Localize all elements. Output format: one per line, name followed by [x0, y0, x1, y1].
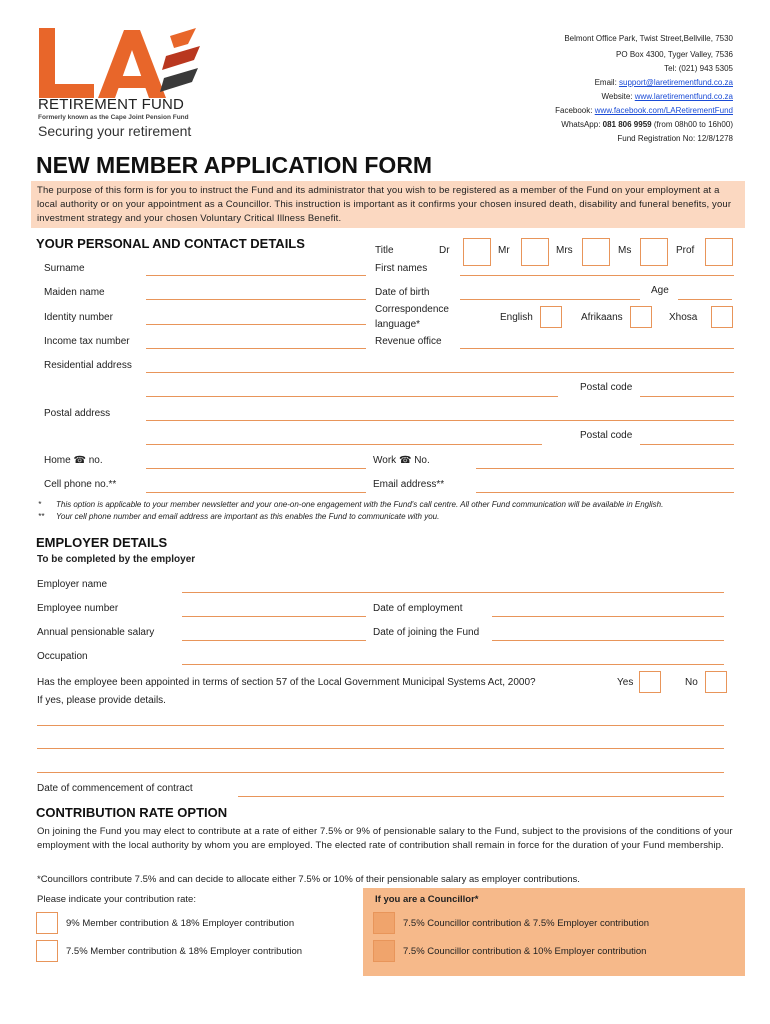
contact-email-label: Email:	[594, 78, 617, 87]
lang-english-checkbox[interactable]	[540, 306, 562, 328]
age-label: Age	[651, 285, 669, 296]
intro-panel	[31, 181, 745, 228]
lang-afrikaans-checkbox[interactable]	[630, 306, 652, 328]
income-tax-field[interactable]	[146, 348, 366, 349]
details-field-3[interactable]	[37, 772, 724, 773]
contact-email-row	[595, 78, 733, 87]
email-address-field[interactable]	[476, 492, 734, 493]
occupation-field[interactable]	[182, 664, 724, 665]
annual-salary-field[interactable]	[182, 640, 366, 641]
phone-icon: ☎	[398, 455, 412, 466]
form-title: NEW MEMBER APPLICATION FORM	[36, 152, 433, 178]
maiden-name-field[interactable]	[146, 299, 366, 300]
contact-facebook-link[interactable]: www.facebook.com/LARetirementFund	[594, 106, 733, 115]
contribution-heading: CONTRIBUTION RATE OPTION	[36, 805, 228, 820]
home-no-pre: Home	[44, 455, 71, 466]
employer-name-field[interactable]	[182, 592, 724, 593]
date-contract-field[interactable]	[238, 796, 724, 797]
title-dr-checkbox[interactable]	[463, 238, 491, 266]
note-1-mark: *	[38, 500, 42, 509]
member-option-1-checkbox[interactable]	[36, 912, 58, 934]
surname-field[interactable]	[146, 275, 366, 276]
email-address-label: Email address**	[373, 479, 445, 490]
member-option-1-label: 9% Member contribution & 18% Employer contribution	[66, 918, 295, 929]
annual-salary-label: Annual pensionable salary	[37, 627, 155, 638]
councillor-panel	[363, 888, 745, 976]
title-ms-label: Ms	[618, 245, 632, 256]
revenue-office-label: Revenue office	[375, 336, 442, 347]
lang-xhosa-label: Xhosa	[669, 312, 698, 323]
personal-heading: YOUR PERSONAL AND CONTACT DETAILS	[36, 236, 305, 251]
identity-number-field[interactable]	[146, 324, 366, 325]
title-mr-label: Mr	[498, 245, 510, 256]
home-no-post: no.	[88, 455, 103, 466]
date-employment-label: Date of employment	[373, 603, 463, 614]
contact-tel: Tel: (021) 943 5305	[664, 64, 733, 73]
contact-whatsapp-hours: (from 08h00 to 16h00)	[653, 120, 733, 129]
identity-number-label: Identity number	[44, 312, 113, 323]
maiden-name-label: Maiden name	[44, 287, 105, 298]
residential-postal-code-label: Postal code	[580, 382, 633, 393]
work-no-post: No.	[414, 455, 430, 466]
residential-address-field-2[interactable]	[146, 396, 558, 397]
if-yes-label: If yes, please provide details.	[37, 695, 166, 706]
employee-number-label: Employee number	[37, 603, 119, 614]
logo-formerly: Formerly known as the Cape Joint Pension Fund	[38, 114, 189, 121]
work-no-pre: Work	[373, 455, 397, 466]
contact-whatsapp-number: 081 806 9959	[602, 120, 652, 129]
title-label: Title	[375, 245, 394, 256]
dob-label: Date of birth	[375, 287, 430, 298]
section57-question: Has the employee been appointed in terms of section 57 of the Local Government Municipal Systems Act, 2000?	[37, 677, 536, 688]
contribution-indicate: Please indicate your contribution rate:	[37, 894, 196, 905]
date-contract-label: Date of commencement of contract	[37, 783, 193, 794]
occupation-label: Occupation	[37, 651, 88, 662]
employer-subheading: To be completed by the employer	[37, 554, 196, 565]
title-mr-checkbox[interactable]	[521, 238, 549, 266]
title-ms-checkbox[interactable]	[640, 238, 668, 266]
councillor-option-2-label: 7.5% Councillor contribution & 10% Employer contribution	[403, 946, 647, 957]
residential-address-field-1[interactable]	[146, 372, 734, 373]
cell-phone-field[interactable]	[146, 492, 366, 493]
date-joining-label: Date of joining the Fund	[373, 627, 480, 638]
lang-afrikaans-label: Afrikaans	[581, 312, 623, 323]
logo-tagline: Securing your retirement	[38, 123, 192, 139]
title-prof-checkbox[interactable]	[705, 238, 733, 266]
lang-xhosa-checkbox[interactable]	[711, 306, 733, 328]
councillor-option-1-checkbox[interactable]	[373, 912, 395, 934]
title-mrs-checkbox[interactable]	[582, 238, 610, 266]
language-label: Correspondence language*	[375, 304, 449, 330]
logo-mark-icon	[36, 26, 206, 102]
revenue-office-field[interactable]	[460, 348, 734, 349]
councillor-option-2-checkbox[interactable]	[373, 940, 395, 962]
residential-address-label: Residential address	[44, 360, 132, 371]
phone-icon: ☎	[73, 455, 86, 466]
employee-number-field[interactable]	[182, 616, 366, 617]
date-employment-field[interactable]	[492, 616, 724, 617]
first-names-label: First names	[375, 263, 428, 274]
postal-postal-code-label: Postal code	[580, 430, 633, 441]
member-option-2-checkbox[interactable]	[36, 940, 58, 962]
postal-address-field-2[interactable]	[146, 444, 542, 445]
employer-name-label: Employer name	[37, 579, 108, 590]
contact-website-link[interactable]: www.laretirementfund.co.za	[634, 92, 733, 101]
intro-text: The purpose of this form is for you to instruct the Fund and its administrator that you wish to be registered as a member of the Fund on your employment at a local authority or on your appointment as a Councillor. This instruction is important as it confirms your chosen insured death, disability and funeral benefits, your investment strategy and your chosen Voluntary Critical Illness Benefit.	[37, 185, 732, 224]
first-names-field[interactable]	[460, 275, 734, 276]
contact-registration: Fund Registration No: 12/8/1278	[617, 134, 733, 143]
councillor-option-1-label: 7.5% Councillor contribution & 7.5% Employer contribution	[403, 918, 650, 929]
title-prof-label: Prof	[676, 245, 695, 256]
postal-address-field-1[interactable]	[146, 420, 734, 421]
member-option-2-label: 7.5% Member contribution & 18% Employer contribution	[66, 946, 303, 957]
home-no-label	[44, 455, 103, 466]
age-field[interactable]	[678, 299, 732, 300]
contact-po-box: PO Box 4300, Tyger Valley, 7536	[616, 50, 733, 59]
contact-whatsapp-row	[561, 120, 733, 129]
income-tax-label: Income tax number	[44, 336, 130, 347]
employer-heading: EMPLOYER DETAILS	[36, 535, 168, 550]
contact-website-label: Website:	[601, 92, 633, 101]
postal-address-label: Postal address	[44, 408, 111, 419]
contribution-para2: *Councillors contribute 7.5% and can decide to allocate either 7.5% or 10% of their pensionable salary as employer contributions.	[37, 874, 580, 885]
contact-address: Belmont Office Park, Twist Street,Bellville, 7530	[564, 34, 733, 43]
lang-english-label: English	[500, 312, 533, 323]
title-dr-label: Dr	[439, 245, 450, 256]
dob-field[interactable]	[460, 299, 640, 300]
section57-no-checkbox[interactable]	[705, 671, 727, 693]
contact-website-row	[602, 92, 733, 101]
surname-label: Surname	[44, 263, 85, 274]
work-no-field[interactable]	[476, 468, 734, 469]
contribution-para1: On joining the Fund you may elect to contribute at a rate of either 7.5% or 9% of pensionable salary to the Fund, subject to the provisions of the conditions of your employment with the local authority by whom you are employed. The elected rate of contribution shall remain in force for the duration of your Fund membership.	[37, 826, 733, 851]
residential-postal-code-field[interactable]	[640, 396, 734, 397]
contact-whatsapp-label: WhatsApp:	[561, 120, 601, 129]
contact-email-link[interactable]: support@laretirementfund.co.za	[619, 78, 733, 87]
section57-no-label: No	[685, 677, 698, 688]
note-1: This option is applicable to your member newsletter and your one-on-one engagement with the Fund's call centre. All other Fund communication will be available in English.	[56, 500, 664, 509]
details-field-2[interactable]	[37, 748, 724, 749]
home-no-field[interactable]	[146, 468, 366, 469]
section57-yes-label: Yes	[617, 677, 634, 688]
note-2-mark: **	[38, 512, 45, 521]
logo	[36, 26, 211, 144]
contact-facebook-row	[555, 106, 733, 115]
cell-phone-label: Cell phone no.**	[44, 479, 117, 490]
councillor-heading: If you are a Councillor*	[375, 894, 479, 905]
logo-fund-name: RETIREMENT FUND	[38, 96, 185, 113]
date-joining-field[interactable]	[492, 640, 724, 641]
work-no-label	[373, 455, 430, 466]
section57-yes-checkbox[interactable]	[639, 671, 661, 693]
contact-facebook-label: Facebook:	[555, 106, 593, 115]
details-field-1[interactable]	[37, 725, 724, 726]
title-mrs-label: Mrs	[556, 245, 573, 256]
postal-postal-code-field[interactable]	[640, 444, 734, 445]
note-2: Your cell phone number and email address are important as this enables the Fund to communicate with you.	[56, 512, 440, 521]
